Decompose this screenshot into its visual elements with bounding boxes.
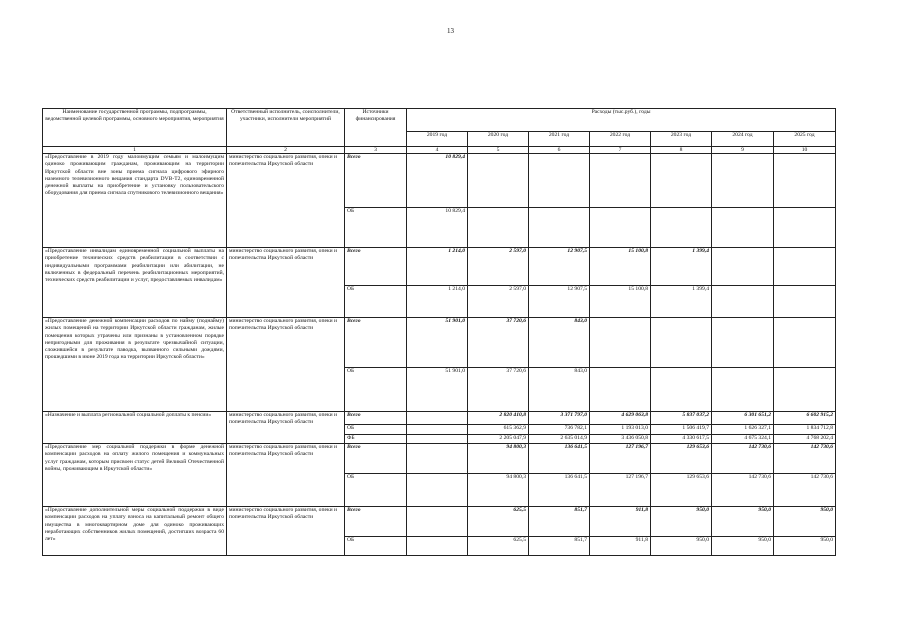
header-year: 2020 год: [468, 132, 529, 147]
expense-value: 911,8: [590, 537, 651, 556]
expense-value: 12 907,5: [529, 248, 590, 286]
responsible-executor: министерство социального развития, опеки и попечительства Иркутской области: [227, 318, 345, 412]
activity-name: «Предоставление дополнительной меры социальной поддержки в виде компенсации расходов на уплату взноса на капитальный ремонт общего имущества в многоквартирном доме для одиноко проживающих неработающих собственников жилых помещений, достигших возраста 60 лет»: [43, 507, 227, 556]
header-name: Наименование государственной программы, подпрограммы, ведомственной целевой программы, основного мероприятия, мероприятия: [43, 109, 227, 147]
expense-value: 5 837 037,2: [651, 412, 712, 425]
expense-value: 12 907,5: [529, 286, 590, 318]
table-row: [43, 248, 836, 286]
column-number: 6: [529, 147, 590, 154]
expense-value: 615 362,9: [468, 425, 529, 435]
expense-value: [774, 318, 836, 368]
expense-value: 2 205 047,9: [468, 435, 529, 444]
column-number: 8: [651, 147, 712, 154]
expense-value: 950,0: [651, 537, 712, 556]
expense-value: 625,5: [468, 537, 529, 556]
expense-value: 911,8: [590, 507, 651, 537]
expense-value: 1 214,0: [407, 286, 468, 318]
expense-value: [712, 208, 774, 248]
expense-value: 851,7: [529, 537, 590, 556]
expense-value: 1 626 327,1: [712, 425, 774, 435]
funding-source: Всего: [345, 412, 407, 425]
activity-name: «Предоставление денежной компенсации расходов по найму (поднайму) жилых помещений на территории Иркутской области гражданам, жилые помещения которых утрачены или признаны в установленном порядке непригодными для проживания в результате чрезвычайной ситуации, сложившейся в результате паводка, вызванного сильными дождями, прошедшими в июне 2019 года на территории Иркутской области»: [43, 318, 227, 412]
funding-source: ОБ: [345, 537, 407, 556]
table-row: [43, 412, 836, 425]
responsible-executor: министерство социального развития, опеки и попечительства Иркутской области: [227, 412, 345, 444]
funding-source: ОБ: [345, 368, 407, 412]
expense-value: [712, 248, 774, 286]
expense-value: [468, 208, 529, 248]
expense-value: [529, 154, 590, 208]
expense-value: [590, 208, 651, 248]
expense-value: 129 653,6: [651, 444, 712, 474]
expense-value: [712, 154, 774, 208]
funding-source: ОБ: [345, 286, 407, 318]
expense-value: [651, 368, 712, 412]
responsible-executor: министерство социального развития, опеки и попечительства Иркутской области: [227, 507, 345, 556]
expense-value: 2 635 014,9: [529, 435, 590, 444]
funding-source: Всего: [345, 248, 407, 286]
expense-value: 625,5: [468, 507, 529, 537]
expense-value: 4 330 617,5: [651, 435, 712, 444]
expense-value: [468, 154, 529, 208]
expense-value: 129 653,6: [651, 474, 712, 507]
header-year: 2023 год: [651, 132, 712, 147]
header-year: 2021 год: [529, 132, 590, 147]
expense-value: 6 301 651,2: [712, 412, 774, 425]
funding-source: Всего: [345, 154, 407, 208]
expense-value: 94 800,3: [468, 444, 529, 474]
column-number: 3: [345, 147, 407, 154]
expense-value: 10 829,4: [407, 154, 468, 208]
expense-value: 136 641,5: [529, 474, 590, 507]
expense-value: 4 629 063,8: [590, 412, 651, 425]
table-row: [43, 444, 836, 474]
expense-value: 127 196,7: [590, 444, 651, 474]
expense-value: 2 597,0: [468, 286, 529, 318]
expense-value: 142 730,6: [774, 444, 836, 474]
expense-value: 94 800,3: [468, 474, 529, 507]
expense-value: [590, 154, 651, 208]
expense-value: [407, 537, 468, 556]
expense-value: 950,0: [774, 507, 836, 537]
header-year: 2025 год: [774, 132, 836, 147]
expense-value: [407, 425, 468, 435]
column-number: 4: [407, 147, 468, 154]
expense-value: 1 399,4: [651, 286, 712, 318]
expense-value: [774, 368, 836, 412]
expense-value: 950,0: [774, 537, 836, 556]
expense-value: 3 371 797,0: [529, 412, 590, 425]
expense-value: 843,0: [529, 368, 590, 412]
responsible-executor: министерство социального развития, опеки и попечительства Иркутской области: [227, 444, 345, 507]
expense-value: [651, 208, 712, 248]
expense-value: [774, 248, 836, 286]
funding-source: ОБ: [345, 425, 407, 435]
expense-value: [407, 507, 468, 537]
funding-source: ФБ: [345, 435, 407, 444]
expense-value: [529, 208, 590, 248]
expense-value: 1 399,4: [651, 248, 712, 286]
activity-name: «Предоставление мер социальной поддержки в форме денежной компенсации расходов на оплату жилого помещения и коммунальных услуг гражданам, которым присвоен статус детей Великой Отечественной войны, проживающим в Иркутской области»: [43, 444, 227, 507]
expense-value: 15 100,8: [590, 248, 651, 286]
header-source: Источники финансирования: [345, 109, 407, 147]
column-number: 10: [774, 147, 836, 154]
expense-value: [712, 318, 774, 368]
table-row: [43, 507, 836, 537]
expense-value: 51 901,0: [407, 318, 468, 368]
column-number: 2: [227, 147, 345, 154]
expense-value: 843,0: [529, 318, 590, 368]
activity-name: «Предоставление в 2019 году малоимущим семьям и малоимущим одиноко проживающим гражданам, проживающим на территории Иркутской области вне зоны приема сигнала цифрового эфирного наземного телевизионного вещания стандарта DVB-T2, единовременной денежной выплаты на приобретение и установку пользовательского оборудования для приема сигнала спутникового телевизионного вещания»: [43, 154, 227, 248]
expense-value: 1 193 013,0: [590, 425, 651, 435]
expense-value: 2 597,0: [468, 248, 529, 286]
column-number: 1: [43, 147, 227, 154]
expense-value: 950,0: [712, 537, 774, 556]
funding-source: ОБ: [345, 474, 407, 507]
expense-value: 4 768 202,4: [774, 435, 836, 444]
expense-value: 736 782,1: [529, 425, 590, 435]
expense-value: 37 720,6: [468, 368, 529, 412]
header-year: 2019 год: [407, 132, 468, 147]
expense-value: [651, 318, 712, 368]
column-number: 5: [468, 147, 529, 154]
funding-source: Всего: [345, 318, 407, 368]
expense-value: [590, 368, 651, 412]
funding-source: Всего: [345, 507, 407, 537]
expense-value: 6 602 915,2: [774, 412, 836, 425]
expense-value: 142 730,6: [774, 474, 836, 507]
header-year: 2024 год: [712, 132, 774, 147]
expense-value: 37 720,6: [468, 318, 529, 368]
expense-value: [774, 286, 836, 318]
expenditure-table: [42, 108, 836, 556]
table-row: [43, 154, 836, 208]
expense-value: 4 675 324,1: [712, 435, 774, 444]
header-expenses: Расходы (тыс.руб.), годы: [407, 109, 836, 132]
expense-value: 2 820 410,8: [468, 412, 529, 425]
responsible-executor: министерство социального развития, опеки и попечительства Иркутской области: [227, 154, 345, 248]
expense-value: [407, 444, 468, 474]
expense-value: 142 730,6: [712, 444, 774, 474]
expense-value: 3 436 050,8: [590, 435, 651, 444]
expense-value: [590, 318, 651, 368]
expense-value: 1 506 419,7: [651, 425, 712, 435]
funding-source: Всего: [345, 444, 407, 474]
expense-value: [651, 154, 712, 208]
expense-value: [712, 286, 774, 318]
expense-value: [774, 154, 836, 208]
expense-value: [407, 435, 468, 444]
column-number: 9: [712, 147, 774, 154]
expense-value: 1 834 712,8: [774, 425, 836, 435]
activity-name: «Предоставление инвалидам единовременной социальной выплаты на приобретение технических средств реабилитации в соответствии с индивидуальными программами реабилитации или абилитации, не включенных в федеральный перечень реабилитационных мероприятий, технических средств реабилитации и услуг, предоставляемых инвалидам»: [43, 248, 227, 318]
expense-value: 136 641,5: [529, 444, 590, 474]
expense-value: 15 100,8: [590, 286, 651, 318]
header-year: 2022 год: [590, 132, 651, 147]
expense-value: [774, 208, 836, 248]
responsible-executor: министерство социального развития, опеки и попечительства Иркутской области: [227, 248, 345, 318]
table-row: [43, 318, 836, 368]
expense-value: 950,0: [651, 507, 712, 537]
header-responsible: Ответственный исполнитель, соисполнители, участники, исполнители мероприятий: [227, 109, 345, 147]
expense-value: 10 829,4: [407, 208, 468, 248]
expense-value: [407, 412, 468, 425]
page-number: 13: [447, 27, 454, 35]
expense-value: 950,0: [712, 507, 774, 537]
expense-value: 1 214,0: [407, 248, 468, 286]
expense-value: 142 730,6: [712, 474, 774, 507]
expense-value: 127 196,7: [590, 474, 651, 507]
expense-value: 851,7: [529, 507, 590, 537]
activity-name: «Назначение и выплата региональной социальной доплаты к пенсии»: [43, 412, 227, 444]
column-number: 7: [590, 147, 651, 154]
expense-value: [407, 474, 468, 507]
expense-value: 51 901,0: [407, 368, 468, 412]
funding-source: ОБ: [345, 208, 407, 248]
expense-value: [712, 368, 774, 412]
